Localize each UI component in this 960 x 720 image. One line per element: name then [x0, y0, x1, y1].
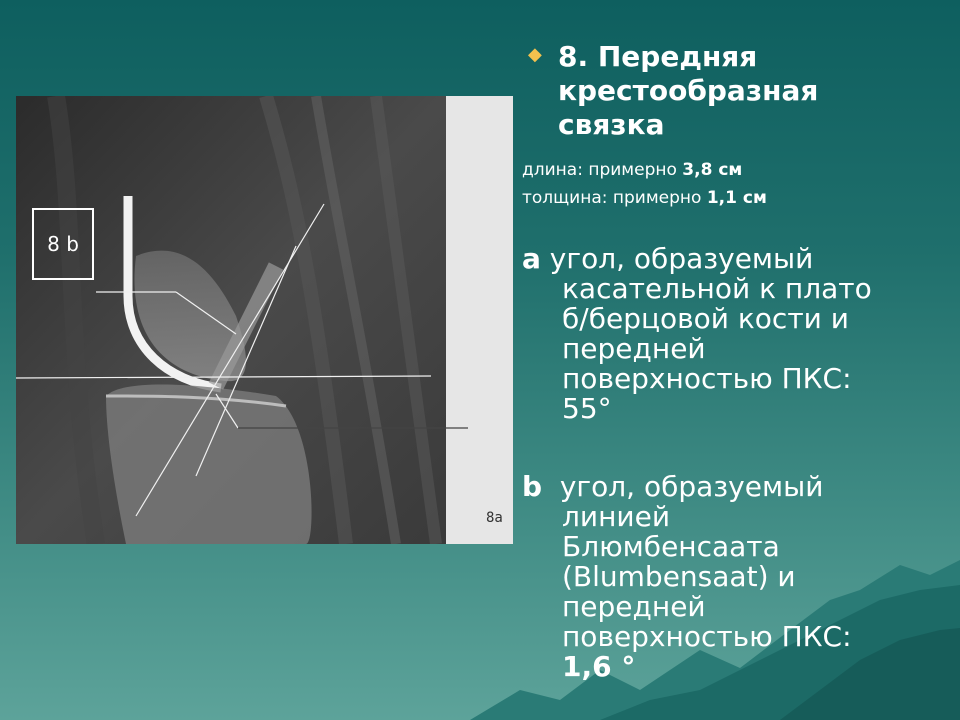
- slide-title: [558, 40, 818, 142]
- angle-a-paragraph: [522, 244, 942, 424]
- thickness-value: 1,1 см: [706, 188, 767, 208]
- length-line: [522, 160, 742, 180]
- angle-a-value: 55°: [562, 392, 612, 425]
- angle-b-text: линией: [562, 500, 671, 533]
- angle-a-text: поверхностью ПКС:: [562, 362, 852, 395]
- angle-a-text: касательной к плато: [562, 272, 872, 305]
- angle-a-text: угол, образуемый: [540, 242, 814, 275]
- angle-a-text: передней: [562, 332, 706, 365]
- label-box-8b: 8 b: [32, 208, 94, 280]
- angle-a-text: б/берцовой кости и: [562, 302, 849, 335]
- line-label-8a: 8a: [486, 510, 503, 526]
- mri-scan-graphic: [16, 96, 513, 544]
- title-line: 8. Передняя: [558, 40, 758, 73]
- length-label: длина: примерно: [522, 160, 683, 180]
- title-line: крестообразная: [558, 74, 819, 107]
- angle-b-text: (Blumbensaat) и: [562, 560, 796, 593]
- diamond-bullet-icon: ◆: [528, 44, 542, 65]
- angle-b-value: 1,6 °: [562, 650, 636, 683]
- angle-b-text: поверхностью ПКС:: [562, 620, 852, 653]
- angle-b-paragraph: [522, 472, 942, 682]
- thickness-label: толщина: примерно: [522, 188, 707, 208]
- thickness-line: [522, 188, 767, 208]
- angle-a-letter: a: [522, 242, 541, 275]
- title-line: связка: [558, 108, 665, 141]
- angle-b-letter: b: [522, 470, 543, 503]
- angle-b-text: угол, образуемый: [542, 470, 824, 503]
- angle-b-text: передней: [562, 590, 706, 623]
- mri-image: [16, 96, 513, 544]
- length-value: 3,8 см: [682, 160, 743, 180]
- angle-b-text: Блюмбенсаата: [562, 530, 780, 563]
- title-row: [528, 40, 948, 142]
